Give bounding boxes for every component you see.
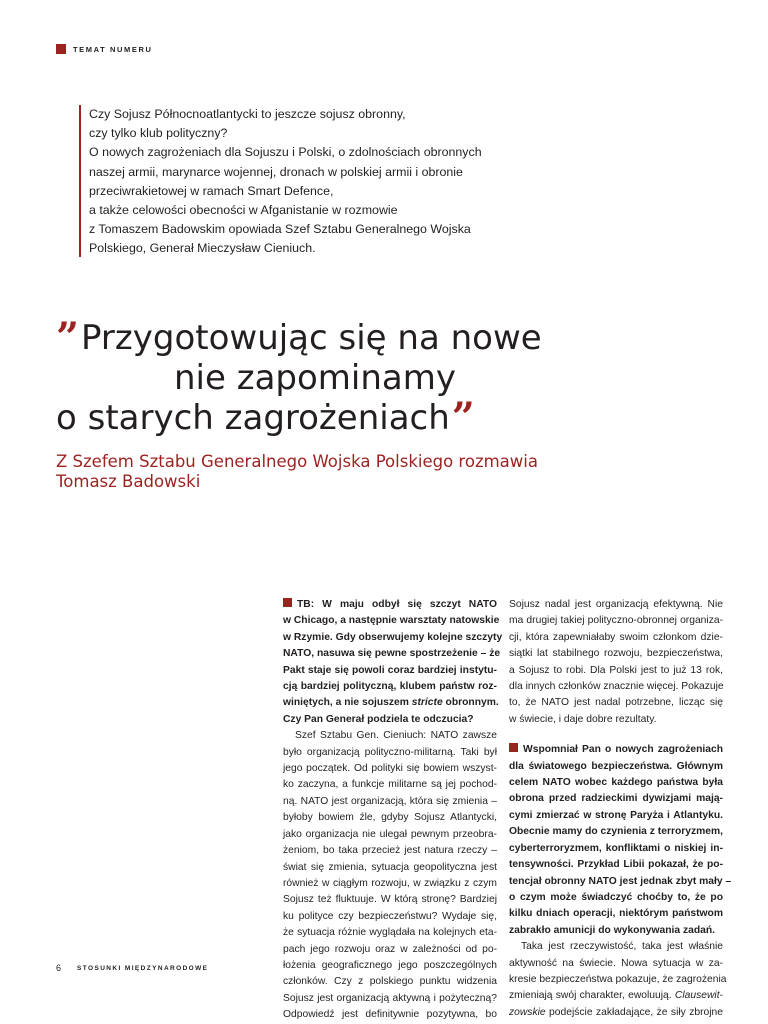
question-line: cyberterroryzmem, konfliktami o niskiej in- bbox=[509, 842, 723, 854]
headline-line: nie zapominamy bbox=[174, 358, 456, 398]
question-line: TB: W maju odbył się szczyt NATO bbox=[283, 597, 497, 613]
emphasis: stricte bbox=[411, 697, 443, 709]
question-line: dla światowego bezpieczeństwa. Głównym bbox=[509, 760, 723, 772]
intro-line: a także celowości obecności w Afganistanie w rozmowie bbox=[89, 203, 398, 218]
answer-line: ną. NATO jest organizacją, która się zmienia – bbox=[283, 795, 497, 807]
answer-line: Sojusz nadal jest organizacją efektywną. Nie bbox=[509, 599, 723, 610]
answer-line: zowskie podejście zakładające, że siły zbrojne bbox=[509, 1006, 723, 1018]
answer-line: zmieniają swój charakter, ewoluują. Clausewit- bbox=[509, 990, 723, 1002]
text-column-left bbox=[283, 597, 503, 1024]
question-marker bbox=[283, 598, 292, 607]
headline-line: Przygotowując się na nowe bbox=[81, 318, 542, 358]
text-column-right bbox=[509, 597, 732, 1021]
answer-line: jako organizacja nie ulegał pewnym przeobra- bbox=[283, 828, 497, 840]
answer-line: aktywność na świecie. Nowa sytuacja w za- bbox=[509, 957, 723, 969]
answer-line: ku polityce czy bezpieczeństwu? Wydaje się, bbox=[283, 910, 497, 922]
intro-line: Polskiego, Generał Mieczysław Cieniuch. bbox=[89, 241, 316, 256]
question-line: zabrakło amunicji do wykonywania zadań. bbox=[509, 924, 715, 936]
answer-line: kresie bezpieczeństwa pokazuje, że zagrożenia bbox=[509, 973, 727, 985]
question-line: Wspomniał Pan o nowych zagrożeniach bbox=[509, 742, 723, 758]
opening-quote-mark: ” bbox=[56, 314, 80, 361]
article-subhead bbox=[56, 452, 716, 492]
answer-line: pach jego rozwoju oraz w zależności od po- bbox=[283, 943, 497, 955]
intro-line: z Tomaszem Badowskim opowiada Szef Sztabu Generalnego Wojska bbox=[89, 222, 471, 237]
emphasis: Clausewit- bbox=[674, 990, 723, 1002]
answer-line: Taka jest rzeczywistość, taka jest właśnie bbox=[521, 941, 723, 953]
answer-line: że sytuacja różnie wyglądała na kolejnych eta- bbox=[283, 927, 497, 939]
question-line: obrona przed radzieckimi dywizjami mają- bbox=[509, 793, 723, 805]
answer-line: to, że NATO jest nadal potrzebne, licząc się bbox=[509, 697, 723, 709]
answer-line: świat się zmienia, sytuacja geopolityczna jest bbox=[283, 861, 497, 873]
page-footer bbox=[56, 963, 208, 973]
intro-line: przeciwrakietowej w ramach Smart Defence, bbox=[89, 183, 334, 198]
emphasis: zowskie bbox=[509, 1006, 546, 1018]
answer-line: członków. Czy z polskiego punktu widzenia bbox=[283, 976, 497, 988]
question-line: Pakt staje się powoli coraz bardziej instytu- bbox=[283, 664, 497, 676]
answer-line: ko zaczyna, a funkcje militarne są jej pochod- bbox=[283, 779, 497, 791]
answer-line: Szef Sztabu Gen. Cieniuch: NATO zawsze bbox=[295, 730, 497, 742]
answer-line: dla innych członków znacznie więcej. Pokazuje bbox=[509, 681, 724, 693]
answer-line: byłoby bowiem źle, gdyby Sojusz Atlantycki, bbox=[283, 812, 497, 824]
article-headline bbox=[56, 314, 716, 441]
question-line: kilku dniach operacji, niektórym państwom bbox=[509, 908, 723, 920]
question-marker bbox=[509, 743, 518, 752]
question-line: Czy Pan Generał podziela te odczucia? bbox=[283, 713, 474, 725]
section-header bbox=[56, 44, 152, 54]
question-line: cymi zmierzać w stronę Paryża i Atlantyku. bbox=[509, 809, 723, 821]
intro-line: czy tylko klub polityczny? bbox=[89, 126, 228, 141]
answer-line: Sojusz też fluktuuje. W którą stronę? Bardziej bbox=[283, 894, 497, 906]
subhead-line: Z Szefem Sztabu Generalnego Wojska Polskiego rozmawia bbox=[56, 452, 538, 471]
answer-line: Odpowiedź jest definitywnie pozytywna, bo bbox=[283, 1009, 497, 1021]
headline-line: o starych zagrożeniach bbox=[56, 398, 450, 438]
intro-block bbox=[79, 105, 519, 259]
question-line: o czym może świadczyć choćby to, że po bbox=[509, 891, 723, 903]
closing-quote-mark: ” bbox=[451, 394, 475, 441]
answer-line: było organizacją polityczno-militarną. Taki był bbox=[283, 746, 497, 758]
question-line: celem NATO wobec każdego państwa była bbox=[509, 777, 723, 789]
intro-line: O nowych zagrożeniach dla Sojuszu i Polski, o zdolnościach obronnych bbox=[89, 145, 482, 160]
answer-line: a Sojusz to robi. Dla Polski jest to już 13 rok, bbox=[509, 664, 723, 676]
section-marker bbox=[56, 44, 66, 54]
intro-line: naszej armii, marynarce wojennej, dronach w polskiej armii i obronie bbox=[89, 164, 463, 179]
publication-name: STOSUNKI MIĘDZYNARODOWE bbox=[77, 964, 209, 972]
intro-line: Czy Sojusz Północnoatlantycki to jeszcze sojusz obronny, bbox=[89, 107, 406, 121]
answer-line: jego początek. Od polityki się bowiem wszyst- bbox=[283, 763, 497, 775]
question-line: cją bardziej polityczną, klubem państw roz- bbox=[283, 681, 497, 693]
question-line: Obecnie mamy do czynienia z terroryzmem, bbox=[509, 826, 724, 838]
intro-rule bbox=[79, 105, 81, 257]
question-line: tencjał obronny NATO jest jednak zbyt mały – bbox=[509, 875, 732, 887]
subhead-line: Tomasz Badowski bbox=[56, 472, 201, 491]
question-line: NATO, nasuwa się pewne spostrzeżenie – że bbox=[283, 648, 501, 660]
page-number: 6 bbox=[56, 963, 62, 973]
answer-line: w świecie, i daje dobre rezultaty. bbox=[509, 713, 657, 725]
answer-line: Sojusz jest organizacją aktywną i pożyteczną? bbox=[283, 992, 497, 1004]
question-line: tensywności. Przykład Libii pokazał, że po- bbox=[509, 859, 723, 871]
answer-line: żeniom, bo taka przecież jest natura rzeczy – bbox=[283, 845, 497, 857]
question-line: winiętych, a nie sojuszem stricte obronnym. bbox=[283, 697, 499, 709]
answer-line: łożenia geograficznego jego poszczególnych bbox=[283, 959, 497, 971]
section-label: TEMAT NUMERU bbox=[73, 44, 153, 54]
answer-line: cji, która zapewniałaby swoim członkom dzie- bbox=[509, 631, 723, 643]
answer-line: ma drugiej takiej polityczno-obronnej organiza- bbox=[509, 615, 723, 627]
question-line: w Rzymie. Gdy obserwujemy kolejne szczyty bbox=[283, 631, 503, 643]
question-line: w Chicago, a następnie warsztaty natowskie bbox=[283, 615, 500, 627]
answer-line: również w ciągłym rozwoju, w związku z czym bbox=[283, 877, 497, 889]
answer-line: siątki lat stabilnego rozwoju, bezpieczeństwa, bbox=[509, 648, 723, 660]
